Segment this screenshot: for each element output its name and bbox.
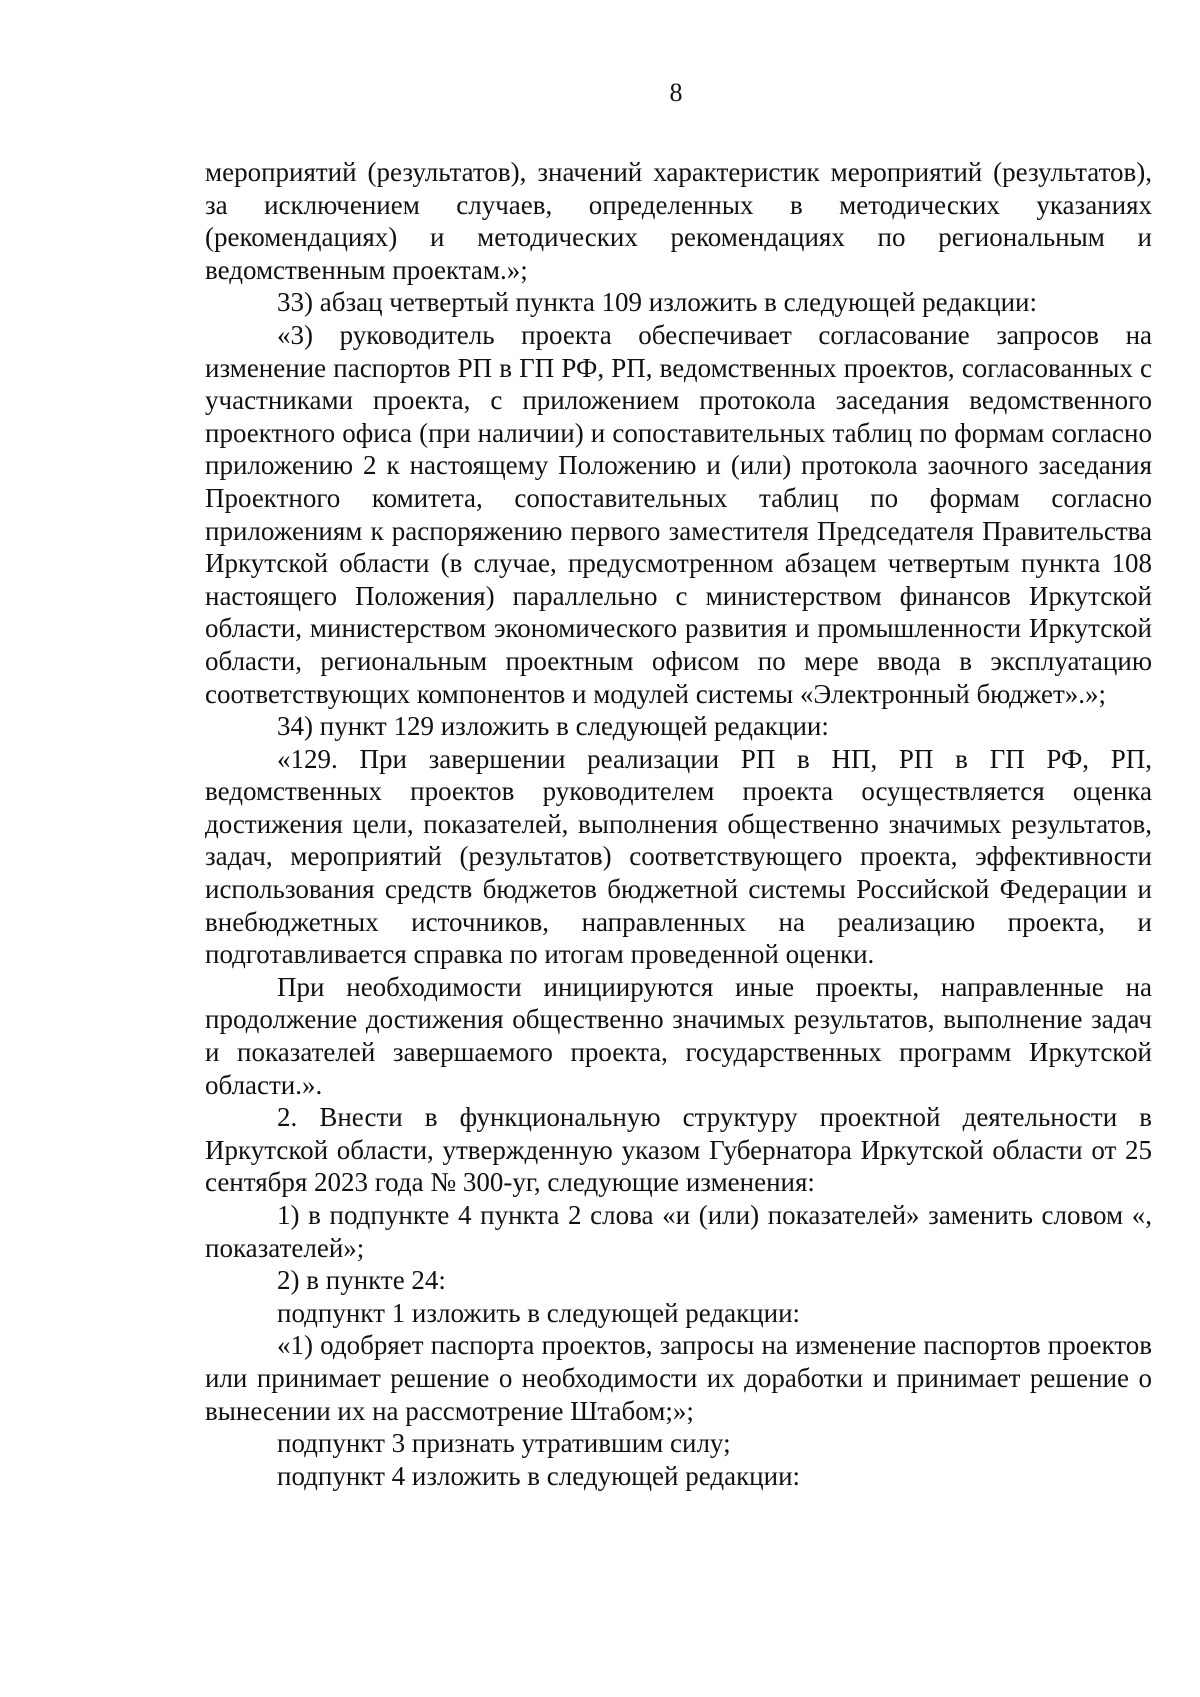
paragraph-subpoint-3: подпункт 3 признать утратившим силу; [277, 1428, 731, 1459]
paragraph-subitem-1: 1) в подпункте 4 пункта 2 слова «и (или) показателей» заменить словом «, показателей»; [205, 1200, 1152, 1263]
paragraph-quote-129: «129. При завершении реализации РП в НП, РП в ГП РФ, РП, ведомственных проектов руководителем проекта осуществляется оценка достижения цели, показателей, выполнения общественно значимых результатов, задач, мероприятий (результатов) соответствующего проекта, эффективности использования средств бюджетов бюджетной системы Российской Федерации и внебюджетных источников, направленных на реализацию проекта, и подготавливается справка по итогам проведенной оценки. [205, 743, 1152, 970]
paragraph-item-2: 2. Внести в функциональную структуру проектной деятельности в Иркутской области, утвержденную указом Губернатора Иркутской области от 25 сентября 2023 года № 300-уг, следующие изменения: [205, 1102, 1152, 1198]
document-body [205, 156, 1152, 1492]
paragraph-subpoint-4-intro: подпункт 4 изложить в следующей редакции: [277, 1460, 801, 1491]
paragraph-item-34: 34) пункт 129 изложить в следующей редакции: [277, 711, 829, 742]
paragraph-quote-1: «1) одобряет паспорта проектов, запросы на изменение паспортов проектов или принимает решение о необходимости их доработки и принимает решение о вынесении их на рассмотрение Штабом;»; [205, 1330, 1152, 1426]
page-number: 8 [669, 78, 683, 107]
paragraph-subpoint-1-intro: подпункт 1 изложить в следующей редакции: [277, 1297, 801, 1328]
paragraph-continuation: мероприятий (результатов), значений характеристик мероприятий (результатов), за исключением случаев, определенных в методических указаниях (рекомендациях) и методических рекомендациях по региональным и ведомственным проектам.»; [205, 157, 1152, 285]
paragraph-item-33: 33) абзац четвертый пункта 109 изложить в следующей редакции: [277, 287, 1037, 318]
paragraph-quote-3: «3) руководитель проекта обеспечивает согласование запросов на изменение паспортов РП в ГП РФ, РП, ведомственных проектов, согласованных с участниками проекта, с приложением протокола заседания ведомственного проектного офиса (при наличии) и сопоставительных таблиц по формам согласно приложению 2 к настоящему Положению и (или) протокола заочного заседания Проектного комитета, сопоставительных таблиц по формам согласно приложениям к распоряжению первого заместителя Председателя Правительства Иркутской области (в случае, предусмотренном абзацем четвертым пункта 108 настоящего Положения) параллельно с министерством финансов Иркутской области, министерством экономического развития и промышленности Иркутской области, региональным проектным офисом по мере ввода в эксплуатацию соответствующих компонентов и модулей системы «Электронный бюджет».»; [205, 319, 1152, 709]
paragraph-subitem-2: 2) в пункте 24: [277, 1265, 446, 1296]
paragraph-new-projects: При необходимости инициируются иные проекты, направленные на продолжение достижения общественно значимых результатов, выполнение задач и показателей завершаемого проекта, государственных программ Иркутской области.». [205, 971, 1152, 1100]
